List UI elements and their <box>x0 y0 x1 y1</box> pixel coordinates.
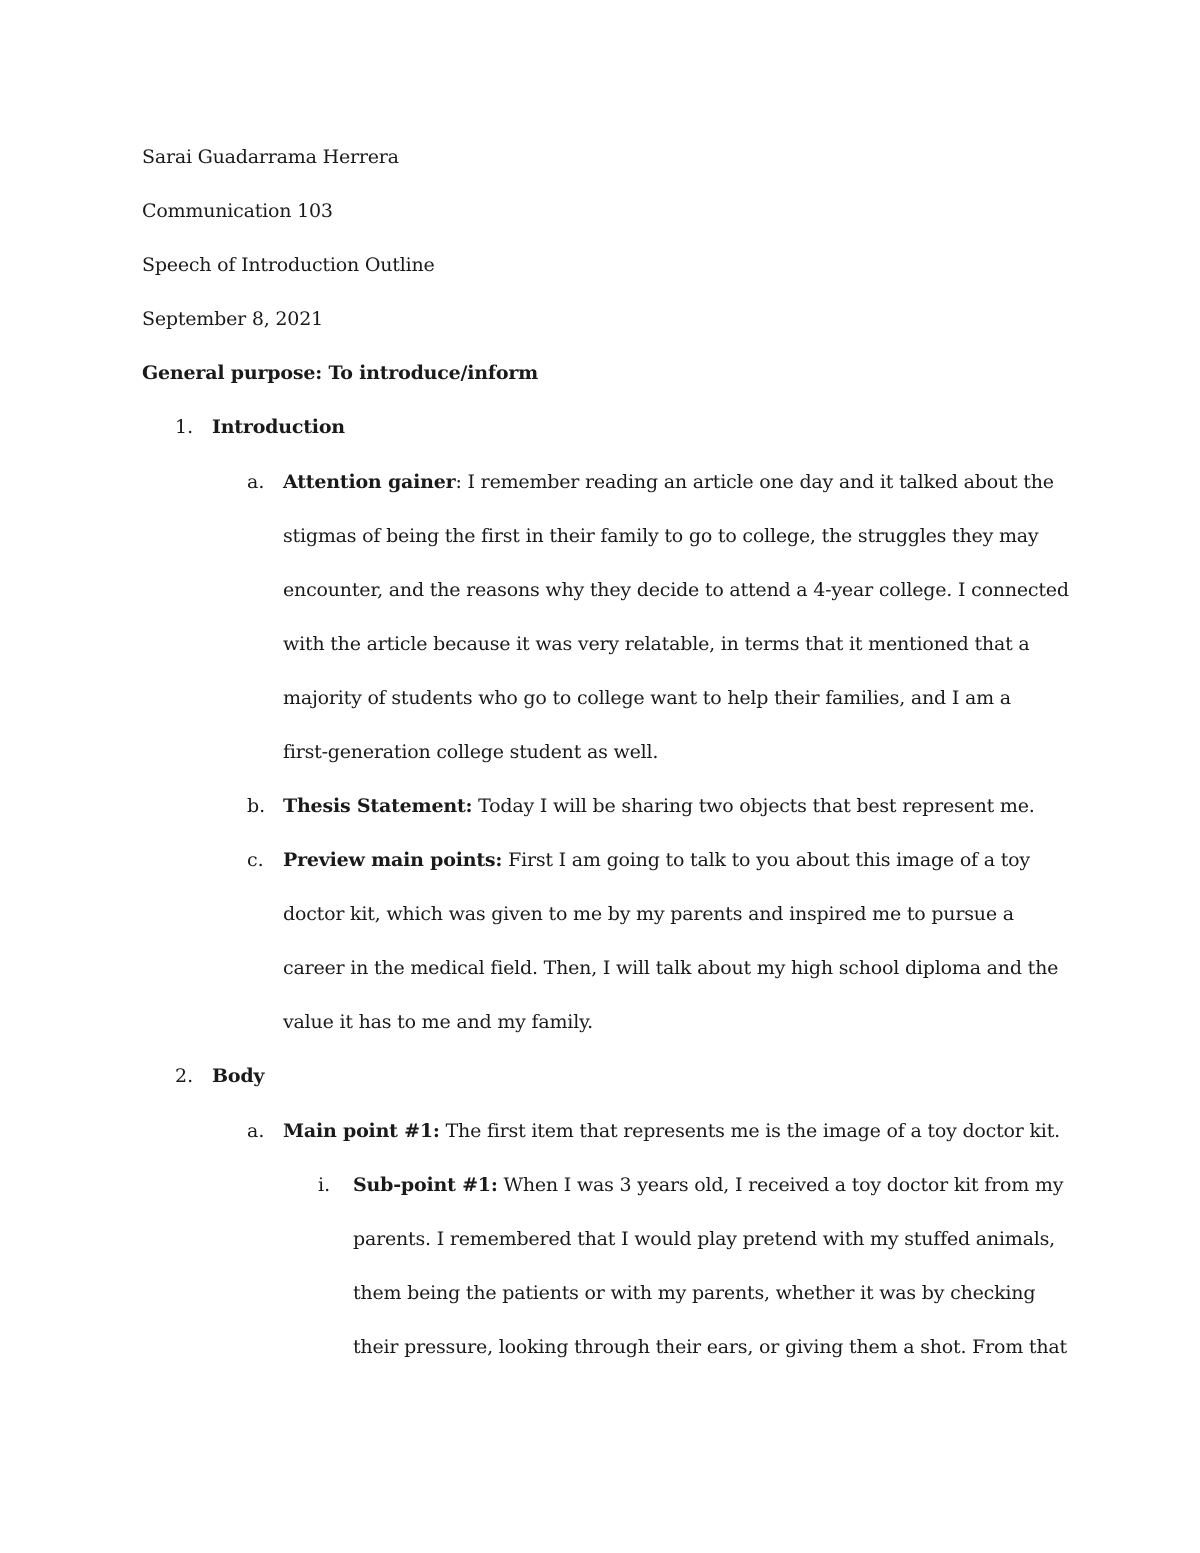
document-date: September 8, 2021 <box>142 308 323 330</box>
attention-gainer-label: Attention gainer <box>283 471 456 493</box>
thesis-statement-line <box>283 793 1035 819</box>
item-marker: a. <box>247 1120 265 1142</box>
assignment-title: Speech of Introduction Outline <box>142 254 435 276</box>
preview-points-label: Preview main points: <box>283 849 503 871</box>
paragraph-line: encounter, and the reasons why they decide to attend a 4-year college. I connected <box>283 579 1069 601</box>
thesis-statement-text: Today I will be sharing two objects that best represent me. <box>472 795 1035 817</box>
section-marker: 1. <box>175 416 194 438</box>
attention-gainer-text: : I remember reading an article one day and it talked about the <box>455 471 1054 493</box>
main-point-line <box>283 1118 1060 1144</box>
paragraph-line: their pressure, looking through their ears, or giving them a shot. From that <box>353 1336 1067 1358</box>
section-marker: 2. <box>175 1065 194 1087</box>
section-title-introduction: Introduction <box>212 416 345 438</box>
section-title-body: Body <box>212 1065 265 1087</box>
paragraph-line: value it has to me and my family. <box>283 1011 593 1033</box>
general-purpose: General purpose: To introduce/inform <box>142 362 539 384</box>
paragraph-line: career in the medical field. Then, I will talk about my high school diploma and the <box>283 957 1059 979</box>
main-point-label: Main point #1: <box>283 1120 440 1142</box>
paragraph-line: with the article because it was very relatable, in terms that it mentioned that a <box>283 633 1030 655</box>
item-marker: a. <box>247 471 265 493</box>
sub-point-label: Sub-point #1: <box>353 1174 498 1196</box>
paragraph-line: them being the patients or with my parents, whether it was by checking <box>353 1282 1036 1304</box>
author-name: Sarai Guadarrama Herrera <box>142 146 399 168</box>
attention-gainer-line <box>283 469 1054 495</box>
subitem-marker: i. <box>318 1174 331 1196</box>
paragraph-line: doctor kit, which was given to me by my parents and inspired me to pursue a <box>283 903 1014 925</box>
sub-point-text: When I was 3 years old, I received a toy doctor kit from my <box>497 1174 1064 1196</box>
course-name: Communication 103 <box>142 200 333 222</box>
thesis-statement-label: Thesis Statement: <box>283 795 473 817</box>
paragraph-line: parents. I remembered that I would play pretend with my stuffed animals, <box>353 1228 1056 1250</box>
paragraph-line: majority of students who go to college want to help their families, and I am a <box>283 687 1011 709</box>
item-marker: c. <box>247 849 264 871</box>
paragraph-line: stigmas of being the first in their family to go to college, the struggles they may <box>283 525 1039 547</box>
main-point-text: The first item that represents me is the image of a toy doctor kit. <box>439 1120 1060 1142</box>
item-marker: b. <box>247 795 266 817</box>
sub-point-line <box>353 1172 1063 1198</box>
paragraph-line: first-generation college student as well. <box>283 741 659 763</box>
preview-points-line <box>283 847 1030 873</box>
preview-points-text: First I am going to talk to you about this image of a toy <box>502 849 1030 871</box>
